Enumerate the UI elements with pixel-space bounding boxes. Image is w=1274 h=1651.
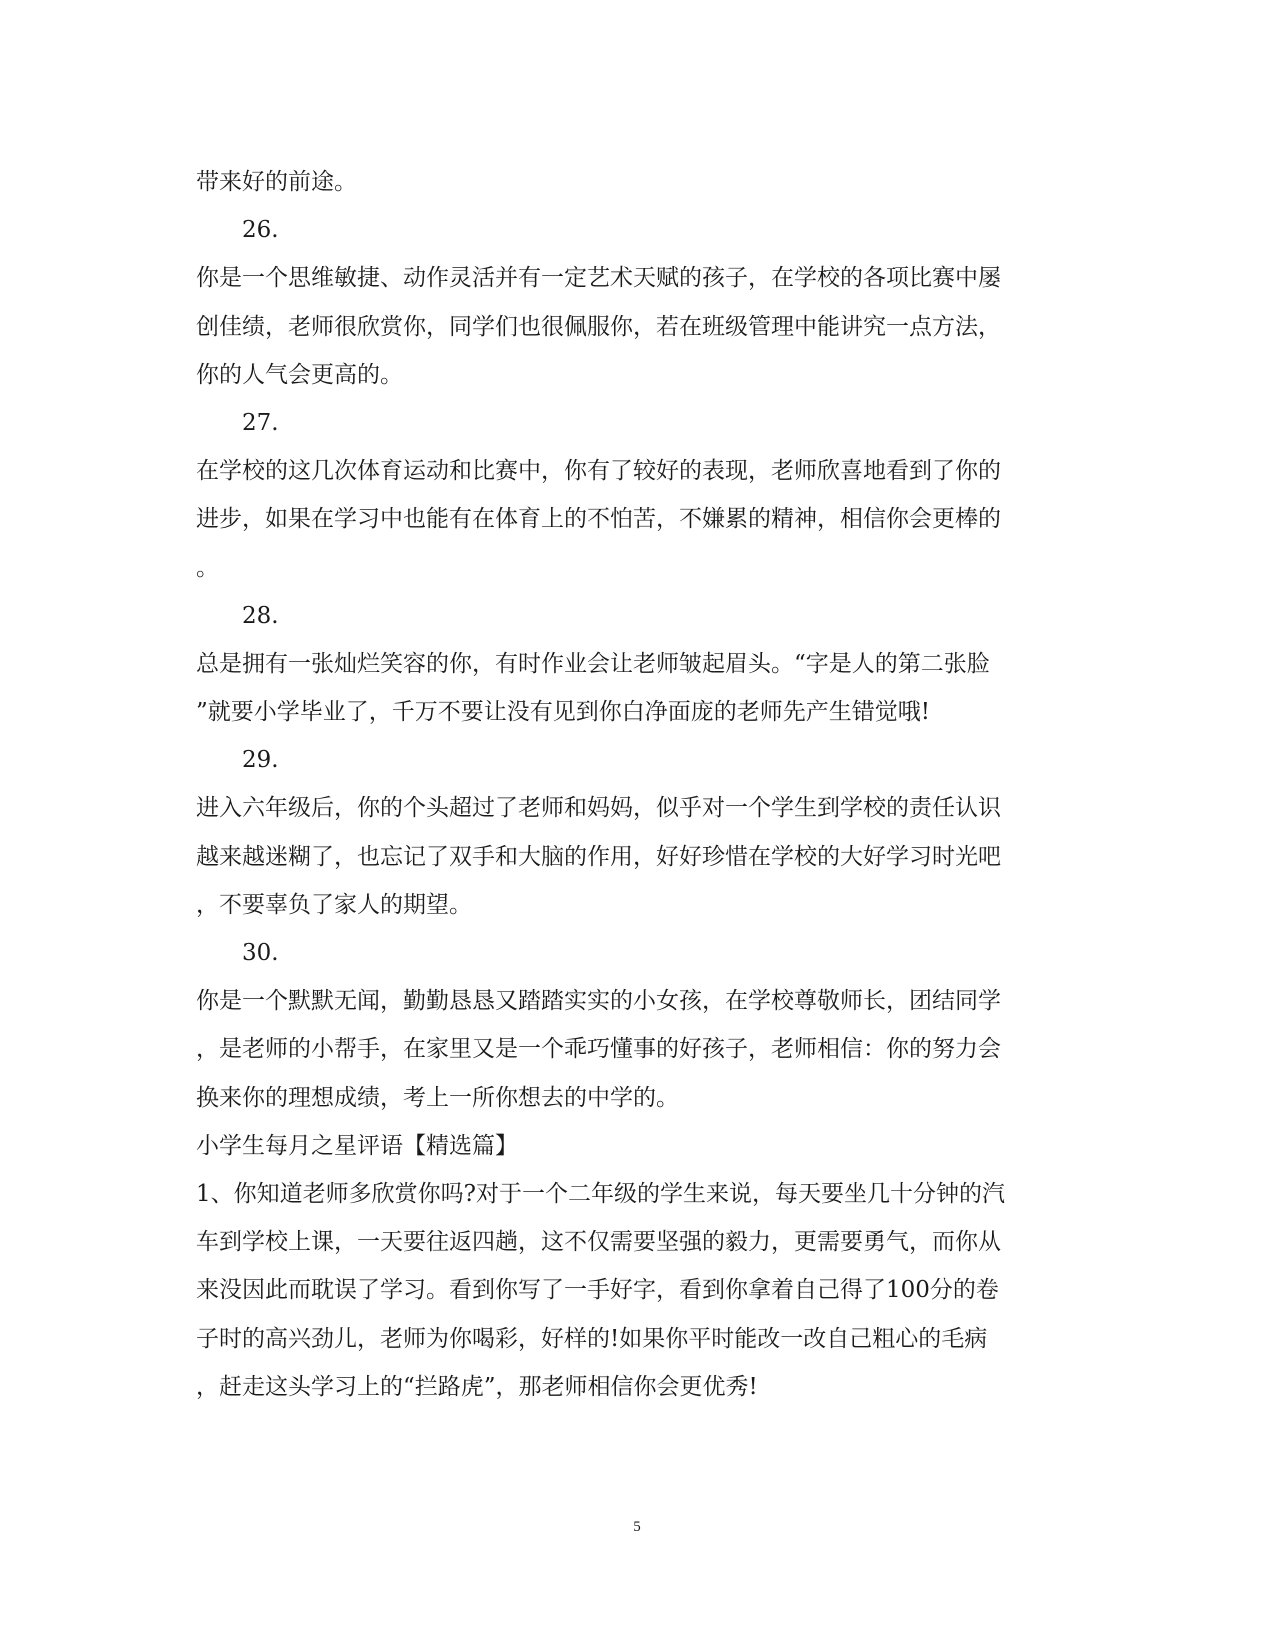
- text-line: 你是一个思维敏捷、动作灵活并有一定艺术天赋的孩子，在学校的各项比赛中屡: [196, 265, 1001, 292]
- text-line: 总是拥有一张灿烂笑容的你，有时作业会让老师皱起眉头。“字是人的第二张脸: [196, 650, 990, 677]
- text-line: 你是一个默默无闻，勤勤恳恳又踏踏实实的小女孩，在学校尊敬师长，团结同学: [196, 988, 1001, 1015]
- text-line: ”就要小学毕业了，千万不要让没有见到你白净面庞的老师先产生错觉哦!: [196, 699, 931, 726]
- text-line: ，是老师的小帮手，在家里又是一个乖巧懂事的好孩子，老师相信：你的努力会: [196, 1036, 1001, 1063]
- text-line: 换来你的理想成绩，考上一所你想去的中学的。: [196, 1084, 679, 1111]
- item-number: 29.: [242, 747, 279, 774]
- item-number: 30.: [242, 940, 279, 966]
- item-number: 28.: [242, 602, 279, 629]
- text-line: 带来好的前途。: [196, 169, 357, 195]
- item-number: 27.: [242, 409, 279, 436]
- text-line: 进步，如果在学习中也能有在体育上的不怕苦，不嫌累的精神，相信你会更棒的: [196, 506, 1001, 533]
- text-line: 你的人气会更高的。: [196, 361, 403, 388]
- text-line: 越来越迷糊了，也忘记了双手和大脑的作用，好好珍惜在学校的大好学习时光吧: [196, 843, 1001, 870]
- text-line: 在学校的这几次体育运动和比赛中，你有了较好的表现，老师欣喜地看到了你的: [196, 458, 1001, 485]
- text-line: 1、你知道老师多欣赏你吗?对于一个二年级的学生来说，每天要坐几十分钟的汽: [196, 1180, 1005, 1207]
- item-number: 26.: [242, 217, 279, 244]
- text-line: 车到学校上课，一天要往返四趟，这不仅需要坚强的毅力，更需要勇气，而你从: [196, 1229, 1001, 1256]
- document-body: [196, 158, 1072, 1411]
- text-line: 进入六年级后，你的个头超过了老师和妈妈，似乎对一个学生到学校的责任认识: [196, 795, 1001, 822]
- section-heading: 小学生每月之星评语【精选篇】: [196, 1132, 518, 1159]
- text-line: 。: [196, 554, 219, 581]
- text-line: ，赶走这头学习上的“拦路虎”，那老师相信你会更优秀!: [196, 1373, 758, 1400]
- text-line: 来没因此而耽误了学习。看到你写了一手好字，看到你拿着自己得了100分的卷: [196, 1277, 999, 1304]
- text-line: ，不要辜负了家人的期望。: [196, 891, 472, 918]
- text-line: 创佳绩，老师很欣赏你，同学们也很佩服你，若在班级管理中能讲究一点方法，: [196, 313, 1001, 340]
- page-number: 5: [633, 1519, 641, 1535]
- text-line: 子时的高兴劲儿，老师为你喝彩，好样的!如果你平时能改一改自己粗心的毛病: [196, 1325, 988, 1352]
